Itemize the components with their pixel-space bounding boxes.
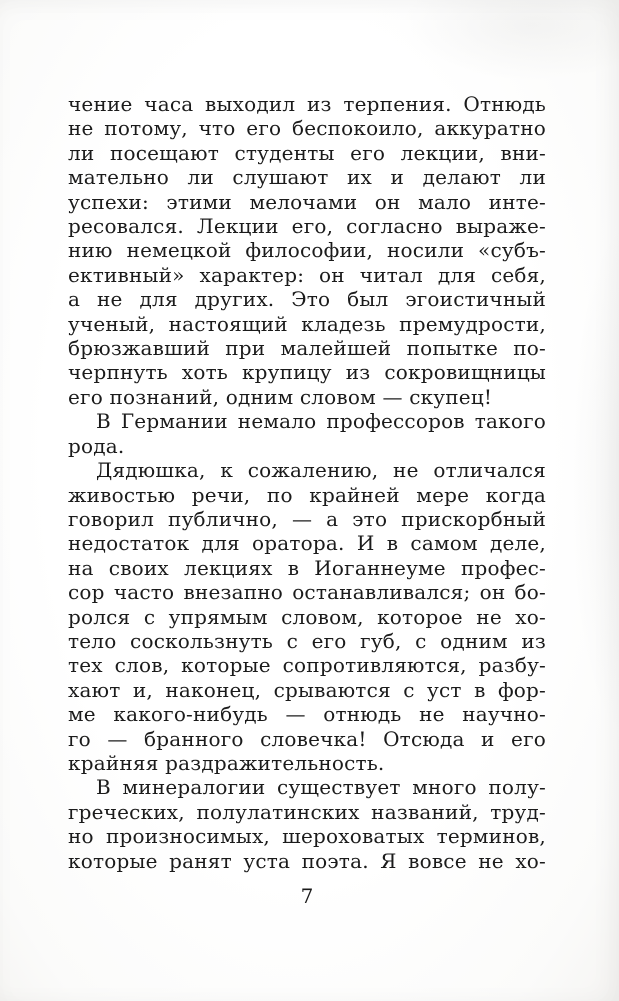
text-line: ме какого-нибудь — отнюдь не научно- <box>68 702 546 727</box>
text-line: успехи: этими мелочами он мало инте- <box>68 189 546 214</box>
text-line: не потому, что его беспокоило, аккуратно <box>68 116 546 141</box>
page-number: 7 <box>300 884 314 908</box>
text-column <box>68 92 546 873</box>
text-line: рода. <box>68 433 125 458</box>
text-line: тело соскользнуть с его губ, с одним из <box>68 628 546 653</box>
text-line: говорил публично, — а это прискорбный <box>68 506 546 531</box>
text-line: которые ранят уста поэта. Я вовсе не хо- <box>68 848 546 873</box>
text-line: тех слов, которые сопротивляются, разбу- <box>68 653 546 678</box>
text-line: сор часто внезапно останавливался; он бо- <box>68 580 546 605</box>
text-line: ективный» характер: он читал для себя, <box>68 262 546 287</box>
text-line: на своих лекциях в Иоганнеуме профес- <box>68 555 546 580</box>
text-line: крайняя раздражительность. <box>68 750 385 775</box>
text-line: ли посещают студенты его лекции, вни- <box>68 140 546 165</box>
text-line: мательно ли слушают их и делают ли <box>68 165 546 190</box>
text-line: ученый, настоящий кладезь премудрости, <box>68 311 546 336</box>
text-line: живостью речи, по крайней мере когда <box>68 482 546 507</box>
text-line: ролся с упрямым словом, которое не хо- <box>68 604 546 629</box>
text-line: хают и, наконец, срываются с уст в фор- <box>68 677 546 702</box>
paragraph <box>68 92 546 409</box>
text-line: недостаток для оратора. И в самом деле, <box>68 531 546 556</box>
paragraph <box>68 458 546 775</box>
text-line: греческих, полулатинских названий, труд- <box>68 799 546 824</box>
text-line: нию немецкой философии, носили «субъ- <box>68 238 546 263</box>
scan-smudge <box>400 0 619 80</box>
paragraph <box>68 409 546 458</box>
text-line: В минералогии существует много полу- <box>96 775 546 800</box>
text-line: а не для других. Это был эгоистичный <box>68 287 546 312</box>
text-line: но произносимых, шероховатых терминов, <box>68 824 546 849</box>
text-line: го — бранного словечка! Отсюда и его <box>68 726 546 751</box>
text-line: его познаний, одним словом — скупец! <box>68 384 493 409</box>
text-line: чение часа выходил из терпения. Отнюдь <box>68 92 546 116</box>
text-line: черпнуть хоть крупицу из сокровищницы <box>68 360 546 385</box>
text-line: ресовался. Лекции его, согласно выраже- <box>68 214 546 239</box>
scan-smudge <box>570 220 619 740</box>
text-line: Дядюшка, к сожалению, не отличался <box>96 458 546 483</box>
text-line: брюзжавший при малейшей попытке по- <box>68 336 546 361</box>
paragraph <box>68 775 546 873</box>
text-line: В Германии немало профессоров такого <box>96 409 546 434</box>
